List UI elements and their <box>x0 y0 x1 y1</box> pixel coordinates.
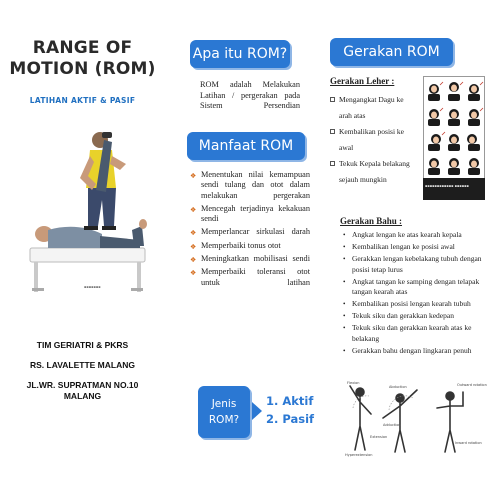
subtitle: LATIHAN AKTIF & PASIF <box>29 96 136 105</box>
checkbox-icon <box>330 97 335 102</box>
shoulder-heading: Gerakan Bahu : <box>340 216 403 226</box>
list-item: • Tekuk siku dan gerakkan kedepan <box>343 311 454 320</box>
bullet-icon: • <box>343 231 346 239</box>
image-credit: ▪▪▪▪▪▪▪ <box>84 285 101 289</box>
info-panel <box>165 0 330 495</box>
cover-panel <box>0 0 165 495</box>
neck-heading: Gerakan Leher : <box>330 76 395 86</box>
list-item: Mengangkat Dagu ke arah atas <box>330 92 418 124</box>
rom-definition: ROM adalah Melakukan Latihan / pergerakan pada Sistem Persendian <box>200 80 300 110</box>
list-item: Kembalikan posisi ke awal <box>330 124 418 156</box>
diagram-label-abduction: Abduction <box>389 385 407 389</box>
bullet-icon: ❖ <box>190 256 197 265</box>
neck-movement-list <box>330 92 418 188</box>
section-heading-apa-itu: Apa itu ROM? <box>190 40 290 68</box>
bullet-icon: ❖ <box>190 229 197 238</box>
diagram-label-hyperextension: Hyperextension <box>345 453 373 457</box>
bullet-icon: ❖ <box>190 269 197 278</box>
org-city: MALANG <box>63 391 102 401</box>
bullet-icon: ❖ <box>190 205 197 214</box>
bullet-icon: • <box>343 243 346 251</box>
jenis-label-line-2: ROM? <box>208 414 240 426</box>
title-line-2: MOTION (ROM) <box>9 59 156 79</box>
movement-panel <box>330 0 495 495</box>
list-item: • Kembalikan posisi lengan kearah tubuh <box>343 299 471 308</box>
bullet-icon: • <box>343 277 346 286</box>
list-item: ❖ Memperlancar sirkulasi darah <box>190 227 310 238</box>
diagram-label-adduction: Adduction <box>383 423 401 427</box>
bullet-icon: • <box>343 324 346 332</box>
diagram-label-outward: Outward rotation <box>457 383 487 387</box>
org-address: JL.WR. SUPRATMAN NO.10 <box>26 380 139 390</box>
org-hospital: RS. LAVALETTE MALANG <box>30 360 135 370</box>
list-item: ❖ Mencegah terjadinya kekakuan sendi <box>190 203 310 224</box>
bullet-icon: ❖ <box>190 242 197 251</box>
checkbox-icon <box>330 129 335 134</box>
list-item: • Gerakkan bahu dengan lingkaran penuh <box>343 345 472 355</box>
type-pasif: 2. Pasif <box>266 412 315 426</box>
list-item: ❖ Memperbaiki tonus otot <box>190 240 281 251</box>
jenis-rom-box <box>198 386 250 438</box>
arrow-right-icon <box>252 402 262 420</box>
bullet-icon: • <box>343 346 346 355</box>
list-item: • Tekuk siku dan gerakkan kearah atas ke belakang <box>343 323 472 343</box>
org-team: TIM GERIATRI & PKRS <box>36 340 129 350</box>
bullet-icon: • <box>343 255 346 263</box>
diagram-label-extension: Extension <box>370 435 388 439</box>
neck-figure-caption-bar <box>423 178 485 200</box>
jenis-types <box>266 392 314 428</box>
bullet-icon: ❖ <box>190 172 197 180</box>
list-item: • Gerakkan lengan kebelakang tubuh dengan posisi tetap lurus <box>343 254 482 274</box>
list-item: ❖ Menentukan nilai kemampuan sendi tulang dan otot dalam melakukan pergerakan <box>190 170 310 200</box>
diagram-label-flexion: Flexion <box>347 381 360 385</box>
checkbox-icon <box>330 161 335 166</box>
neck-figure-caption: ▪▪▪▪▪▪▪▪▪▪▪▪ ▪▪▪▪▪▪ <box>425 184 469 188</box>
bullet-icon: • <box>343 300 346 308</box>
list-item: • Angkat tangan ke samping dengan telapak tangan kearah atas <box>343 276 480 296</box>
jenis-label-line-1: Jenis <box>211 398 237 410</box>
list-item: Tekuk Kepala belakang sejauh mungkin <box>330 156 418 188</box>
diagram-label-inward: Inward rotation <box>455 441 482 445</box>
list-item: ❖ Memperbaiki toleransi otot untuk latihan <box>190 267 310 287</box>
title-line-1: RANGE OF <box>32 38 133 58</box>
shoulder-movement-diagram <box>345 378 487 458</box>
type-aktif: 1. Aktif <box>266 394 314 408</box>
list-item: • Kembalikan lengan ke posisi awal <box>343 242 455 251</box>
section-heading-manfaat: Manfaat ROM <box>187 132 305 160</box>
benefit-list <box>190 170 310 291</box>
list-item: ❖ Meningkatkan mobilisasi sendi <box>190 254 310 265</box>
shoulder-movement-list <box>342 230 490 358</box>
page-title <box>0 38 165 80</box>
therapy-illustration <box>22 130 152 300</box>
organization-info <box>0 340 165 411</box>
bullet-icon: • <box>343 312 346 320</box>
list-item: • Angkat lengan ke atas kearah kepala <box>343 230 462 239</box>
section-heading-gerakan: Gerakan ROM <box>330 38 453 66</box>
